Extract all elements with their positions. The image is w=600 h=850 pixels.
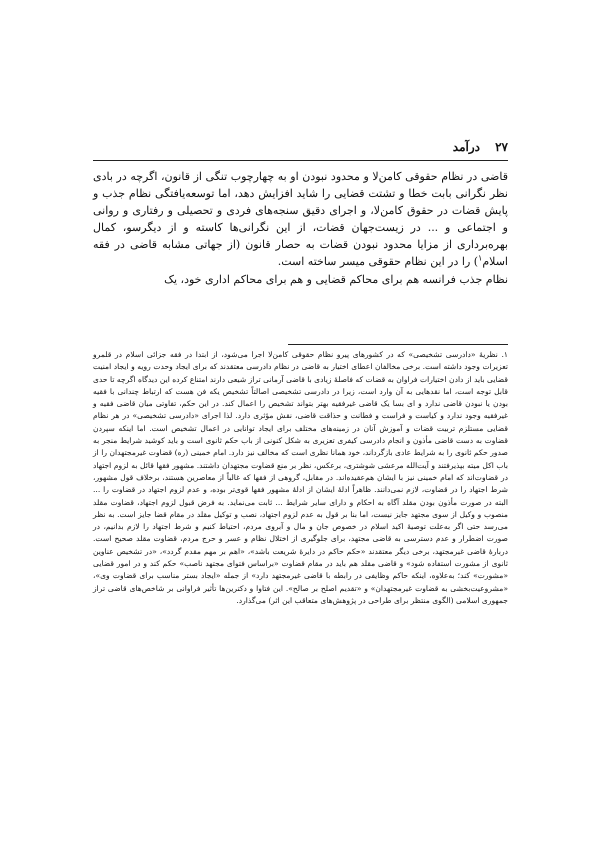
footnote-1: ۱. نظریهٔ «دادرسی تشخیصی» که در کشورهای پیرو نظام حقوقی کامن‌لا اجرا می‌شود، از ابتدا در فقه جزائی اسلام در قلمرو تعزیرات وجود داشته است. برخی مخالفان اعطای اختیار به قاضی در نظام دادرسی معتقدند که برای ایجاد وحدت رویه و ایجاد امنیت قضایی باید از دادن اختیارات فراوان به قضات که فاصلهٔ زیادی با قاضی آرمانی تراز شیعی دارند امتناع کرده این دیدگاه اگرچه تا حدی قابل توجه است، اما نقدهایی به آن وارد است، زیرا در دادرسی تشخیصی اصالتاً تشخیص یکه فن هست که ارتباط چندانی با فقیه بودن یا نبودن قاضی ندارد و ای بسا یک قاضی غیرفقیه بهتر بتواند تشخیص را اعمال کند. در این حکم، تفاوتی میان قاضی فقیه و غیرفقیه وجود ندارد و کیاست و فراست و فطانت و حذاقت قاضی، نقش مؤثری دارد. لذا اجرای «دادرسی تشخیصی» در هر نظام قضایی مستلزم تربیت قضات و آموزش آنان در زمینه‌های مختلف برای ایجاد توانایی در اعمال تشخیص است. اما اینکه سپردن قضاوت به دست قاضی مأذون و انجام دادرسی کیفری تعزیری به شکل کنونی از باب حکم ثانوی است و باید کوشید شرایط منجر به صدور حکم ثانوی را به شرایط عادی بازگرداند، خود همانا نظری است که مخالف نیز دارد. امام خمینی (ره) قضاوت غیرمجتهدان را از باب اکل میته بپذیرفتند و آیت‌الله مرعشی شوشتری، برعکس، نظر بر منع قضاوت مجتهدان داشتند. مشهور فقها قائل به لزوم اجتهاد در قضاوت‌اند که امام خمینی نیز با ایشان هم‌عقیده‌اند. در مقابل، گروهی از فقها که غالباً از معاصرین هستند، برخلاف قول مشهور، شرط اجتهاد را در قضاوت، لازم نمی‌دانند. ظاهراً ادلهٔ ایشان از ادلهٔ مشهور فقها قوی‌تر بوده، و عدم لزوم اجتهاد در قضاوت را ... البته در صورت مأذون بودن مقلد آگاه به احکام و دارای سایر شرایط ... ثابت می‌نماید. به فرض قبول لزوم اجتهاد، قضاوت مقلد منصوب و وکیل از سوی مجتهد جایز نیست، اما بنا بر قول به عدم لزوم اجتهاد، نصب و توکیل مقلد در مقام قضا جایز است. به نظر می‌رسد حتی اگر به‌علت توصیهٔ اکید اسلام در خصوص جان و مال و آبروی مردم، احتیاط کنیم و شرط اجتهاد را لازم بدانیم، در صورت اضطرار و عدم دسترسی به قاضی مجتهد، برای جلوگیری از اختلال نظام و عسر و حرج مردم، قضاوت مقلد صحیح است. دربارهٔ قاضی غیرمجتهد، برخی دیگر معتقدند «حکم حاکم در دایرهٔ شریعت باشد»، «اهم بر مهم مقدم گردد»، «در تشخیص عناوین ثانوی از مشورت استفاده شود» و قاضی مقلد هم باید در مقام قضاوت «براساس فتوای مجتهد ناصب» حکم کند و در امور قضایی «مشورت» کند؛ به‌علاوه، اینکه حاکم وظایفی در رابطه با قاضی غیرمجتهد دارد» از جمله «ایجاد بستر مناسب برای قضاوت وی»، «مشروعیت‌بخشی به قضاوت غیرمجتهدان» و «تقدیم اصلح بر صالح». این فتاوا و دکترین‌ها تأثیر فراوانی بر شاخص‌های قاضی تراز جمهوری اسلامی (الگوی منتظر برای طراحی در پژوهش‌های متعاقب این اثر) می‌گذارد. bbox=[93, 350, 508, 605]
footnotes bbox=[93, 349, 508, 607]
header-rule bbox=[93, 160, 508, 161]
footnote-rule bbox=[288, 344, 508, 345]
paragraph-1-text: قاضی در نظام حقوقی کامن‌لا و محدود نبودن او به چهارچوب تنگی از قانون، اگرچه در بادی نظر نگرانی بابت خطا و تشتت قضایی را شاید افزایش دهد، اما توسعه‌یافتگی نظام جذب و پایش قضات در حقوق کامن‌لا، و اجرای دقیق سنجه‌های فردی و تحصیلی و رفتاری و روانی و اجتماعی و ... در زیست‌جهان قضات، از این نگرانی‌ها کاسته و از دیگرسو، کمال بهره‌برداری از مزایا محدود نبودن قضات به حصار قانون (از جهاتی مشابه قاضی در فقه اسلام bbox=[93, 170, 508, 268]
running-header bbox=[93, 140, 508, 160]
page-number: ۲۷ bbox=[495, 140, 508, 154]
paragraph-1-end: ) را در این نظام حقوقی میسر ساخته است. bbox=[277, 255, 479, 268]
footnote-ref: ۱ bbox=[478, 253, 483, 263]
paragraph-1 bbox=[93, 168, 508, 270]
main-text bbox=[93, 168, 508, 288]
chapter-title: درآمد bbox=[452, 140, 480, 154]
paragraph-2: نظام جذب فرانسه هم برای محاکم قضایی و هم برای محاکم اداری خود، یک bbox=[164, 273, 508, 286]
